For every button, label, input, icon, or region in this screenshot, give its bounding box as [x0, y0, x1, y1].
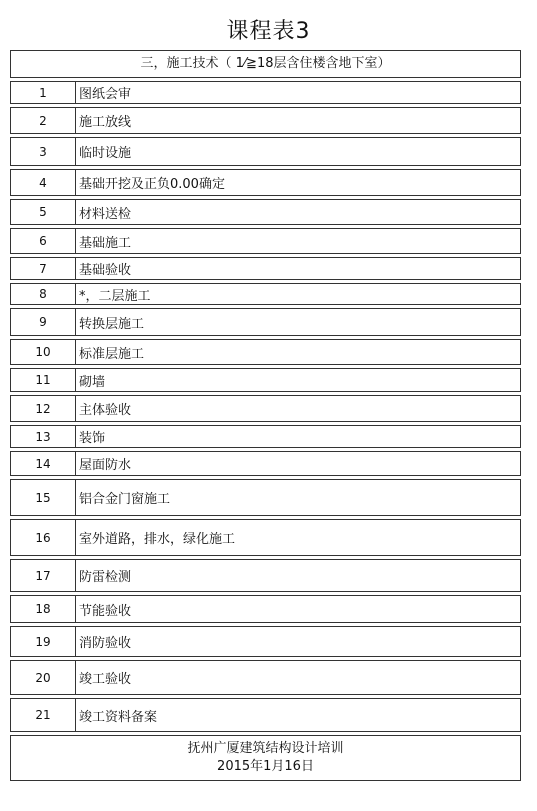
row-topic: 临时设施 [79, 146, 132, 161]
row-number: 16 [11, 520, 76, 555]
row-topic: 竣工验收 [79, 672, 132, 687]
row-topic: 材料送检 [79, 206, 132, 222]
row-topic: 节能验收 [79, 603, 132, 619]
table-row [10, 137, 521, 166]
row-topic: 主体验收 [79, 403, 132, 418]
row-number: 7 [11, 258, 76, 279]
table-row [10, 425, 521, 448]
row-number: 21 [11, 699, 76, 731]
row-topic: 转换层施工 [79, 316, 145, 332]
table-row [10, 169, 521, 196]
table-row [10, 559, 521, 592]
table-row [10, 228, 521, 254]
row-number: 8 [11, 284, 76, 304]
row-topic: 基础验收 [79, 263, 132, 278]
row-topic: 屋面防水 [79, 458, 132, 473]
row-number: 1 [11, 82, 76, 103]
schedule-table [10, 50, 521, 781]
table-row [10, 308, 521, 336]
table-row [10, 698, 521, 732]
row-topic: 基础施工 [79, 235, 132, 251]
table-row [10, 368, 521, 392]
table-row [10, 81, 521, 104]
table-row [10, 479, 521, 516]
row-topic: 室外道路，排水，绿化施工 [79, 532, 236, 547]
row-list [10, 81, 521, 732]
row-number: 3 [11, 138, 76, 165]
section-header: 三，施工技术（ 1⁄≧18层含住楼含地下室） [10, 50, 521, 78]
row-topic: 标准层施工 [79, 346, 145, 362]
row-topic: 防雷检测 [79, 570, 132, 585]
row-number: 2 [11, 108, 76, 133]
table-row [10, 339, 521, 365]
row-number: 19 [11, 627, 76, 656]
table-footer [10, 735, 521, 781]
row-number: 4 [11, 170, 76, 195]
row-number: 11 [11, 369, 76, 391]
row-topic: 基础开挖及正负0.00确定 [79, 177, 225, 192]
row-topic: 消防验收 [79, 636, 132, 651]
row-number: 6 [11, 229, 76, 253]
table-row [10, 451, 521, 476]
row-topic: 砌墙 [79, 374, 106, 390]
table-row [10, 519, 521, 556]
row-topic: *，二层施工 [79, 288, 151, 304]
row-topic: 图纸会审 [79, 87, 132, 102]
row-number: 17 [11, 560, 76, 591]
row-topic: 铝合金门窗施工 [79, 492, 171, 507]
table-row [10, 626, 521, 657]
row-topic: 施工放线 [79, 115, 132, 130]
row-number: 15 [11, 480, 76, 515]
row-number: 5 [11, 200, 76, 224]
table-row [10, 660, 521, 695]
row-number: 18 [11, 596, 76, 622]
table-row [10, 257, 521, 280]
row-number: 14 [11, 452, 76, 475]
footer-date: 2015年1月16日 [217, 759, 314, 774]
table-row [10, 107, 521, 134]
row-number: 9 [11, 309, 76, 335]
footer-organization: 抚州广厦建筑结构设计培训 [187, 741, 344, 756]
row-topic: 竣工资料备案 [79, 709, 158, 725]
row-topic: 装饰 [79, 431, 106, 446]
row-number: 12 [11, 396, 76, 421]
row-number: 20 [11, 661, 76, 694]
row-number: 10 [11, 340, 76, 364]
table-row [10, 283, 521, 305]
table-row [10, 395, 521, 422]
table-row [10, 595, 521, 623]
table-row [10, 199, 521, 225]
row-number: 13 [11, 426, 76, 447]
page-title: 课程表3 [226, 19, 311, 44]
